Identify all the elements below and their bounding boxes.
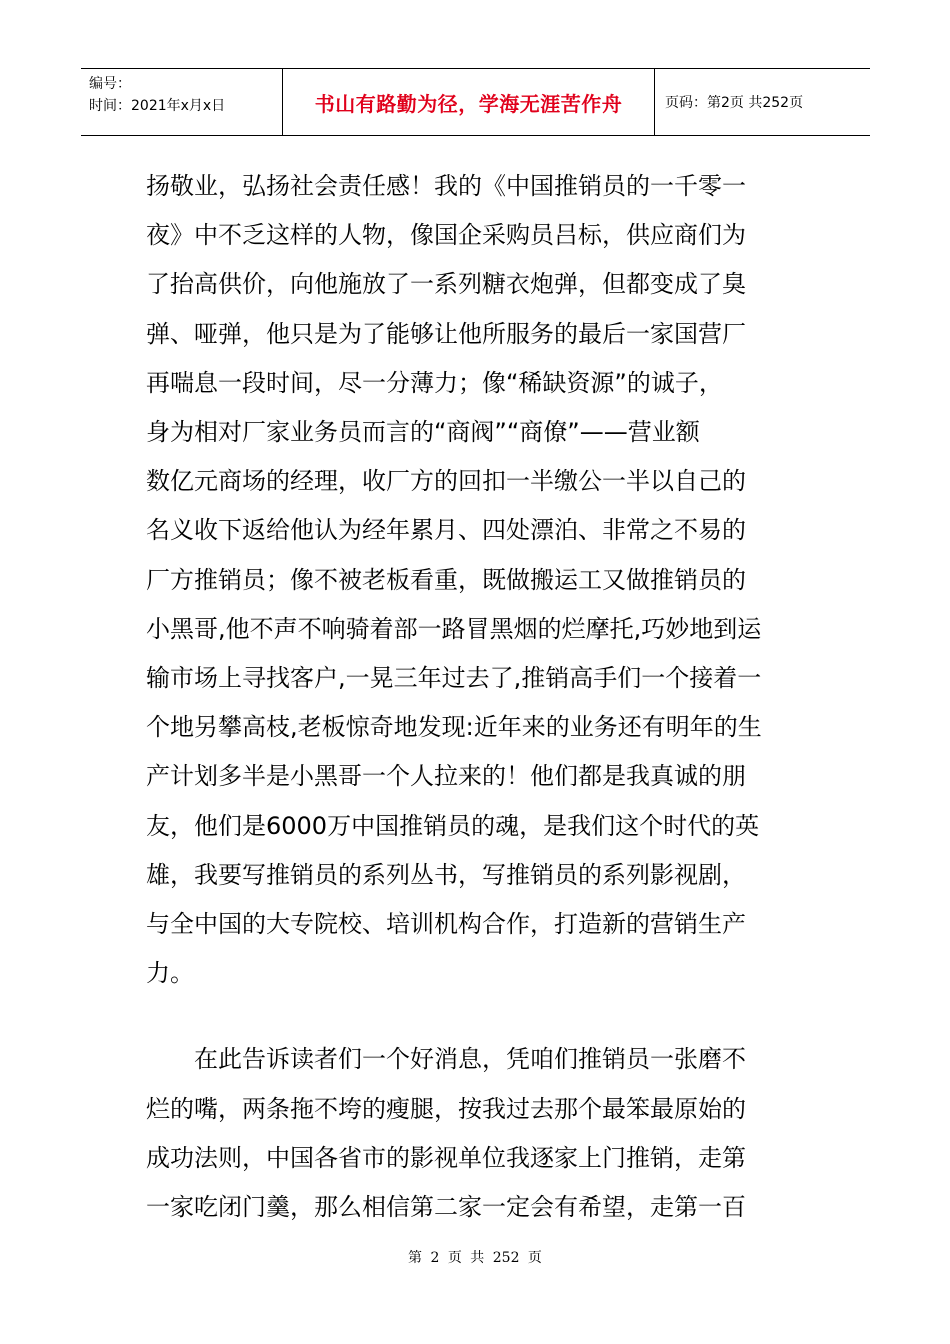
- document-body: [146, 162, 806, 1232]
- text-line: 产计划多半是小黑哥一个人拉来的！他们都是我真诚的朋: [146, 762, 746, 791]
- text-line: 厂方推销员；像不被老板看重，既做搬运工又做推销员的: [146, 565, 746, 594]
- text-line: 雄，我要写推销员的系列丛书，写推销员的系列影视剧，: [146, 860, 746, 889]
- text-line: 弹、哑弹，他只是为了能够让他所服务的最后一家国营厂: [146, 319, 746, 348]
- text-line: 名义收下返给他认为经年累月、四处漂泊、非常之不易的: [146, 516, 746, 545]
- paragraph-2: [146, 1035, 806, 1232]
- text-line: 再喘息一段时间，尽一分薄力；像“稀缺资源”的诚子，: [146, 368, 723, 397]
- header-meta: [81, 69, 283, 135]
- text-line: 一家吃闭门羹，那么相信第二家一定会有希望，走第一百: [146, 1193, 746, 1222]
- text-line: 友，他们是6000万中国推销员的魂，是我们这个时代的英: [146, 811, 760, 840]
- date-label: 时间：2021年x月x日: [89, 98, 226, 114]
- serial-label: 编号：: [89, 76, 131, 92]
- page-header: [81, 68, 870, 136]
- text-line: 个地另攀高枝,老板惊奇地发现:近年来的业务还有明年的生: [146, 713, 762, 742]
- text-line: 烂的嘴，两条拖不垮的瘦腿，按我过去那个最笨最原始的: [146, 1094, 746, 1123]
- text-line: 成功法则，中国各省市的影视单位我逐家上门推销，走第: [146, 1143, 746, 1172]
- header-motto-cell: [283, 69, 655, 135]
- text-line: 力。: [146, 959, 194, 988]
- text-line: 小黑哥,他不声不响骑着部一路冒黑烟的烂摩托,巧妙地到运: [146, 614, 762, 643]
- text-line: 扬敬业，弘扬社会责任感！我的《中国推销员的一千零一: [146, 172, 746, 200]
- page-footer: 第 2 页 共 252 页: [408, 1250, 542, 1266]
- text-line: 在此告诉读者们一个好消息，凭咱们推销员一张磨不: [194, 1045, 746, 1074]
- paragraph-gap: [146, 998, 806, 1035]
- header-page-info: 页码：第2页 共252页: [665, 95, 804, 111]
- text-line: 身为相对厂家业务员而言的“商阀”“商僚”——营业额: [146, 418, 700, 447]
- text-line: 夜》中不乏这样的人物，像国企采购员吕标，供应商们为: [146, 221, 746, 250]
- text-line: 与全中国的大专院校、培训机构合作，打造新的营销生产: [146, 910, 746, 939]
- text-line: 输市场上寻找客户,一晃三年过去了,推销高手们一个接着一: [146, 664, 762, 693]
- header-motto: 书山有路勤为径，学海无涯苦作舟: [314, 91, 623, 116]
- text-line: 了抬高供价，向他施放了一系列糖衣炮弹，但都变成了臭: [146, 270, 746, 299]
- text-line: 数亿元商场的经理，收厂方的回扣一半缴公一半以自己的: [146, 467, 746, 496]
- paragraph-1: [146, 162, 806, 998]
